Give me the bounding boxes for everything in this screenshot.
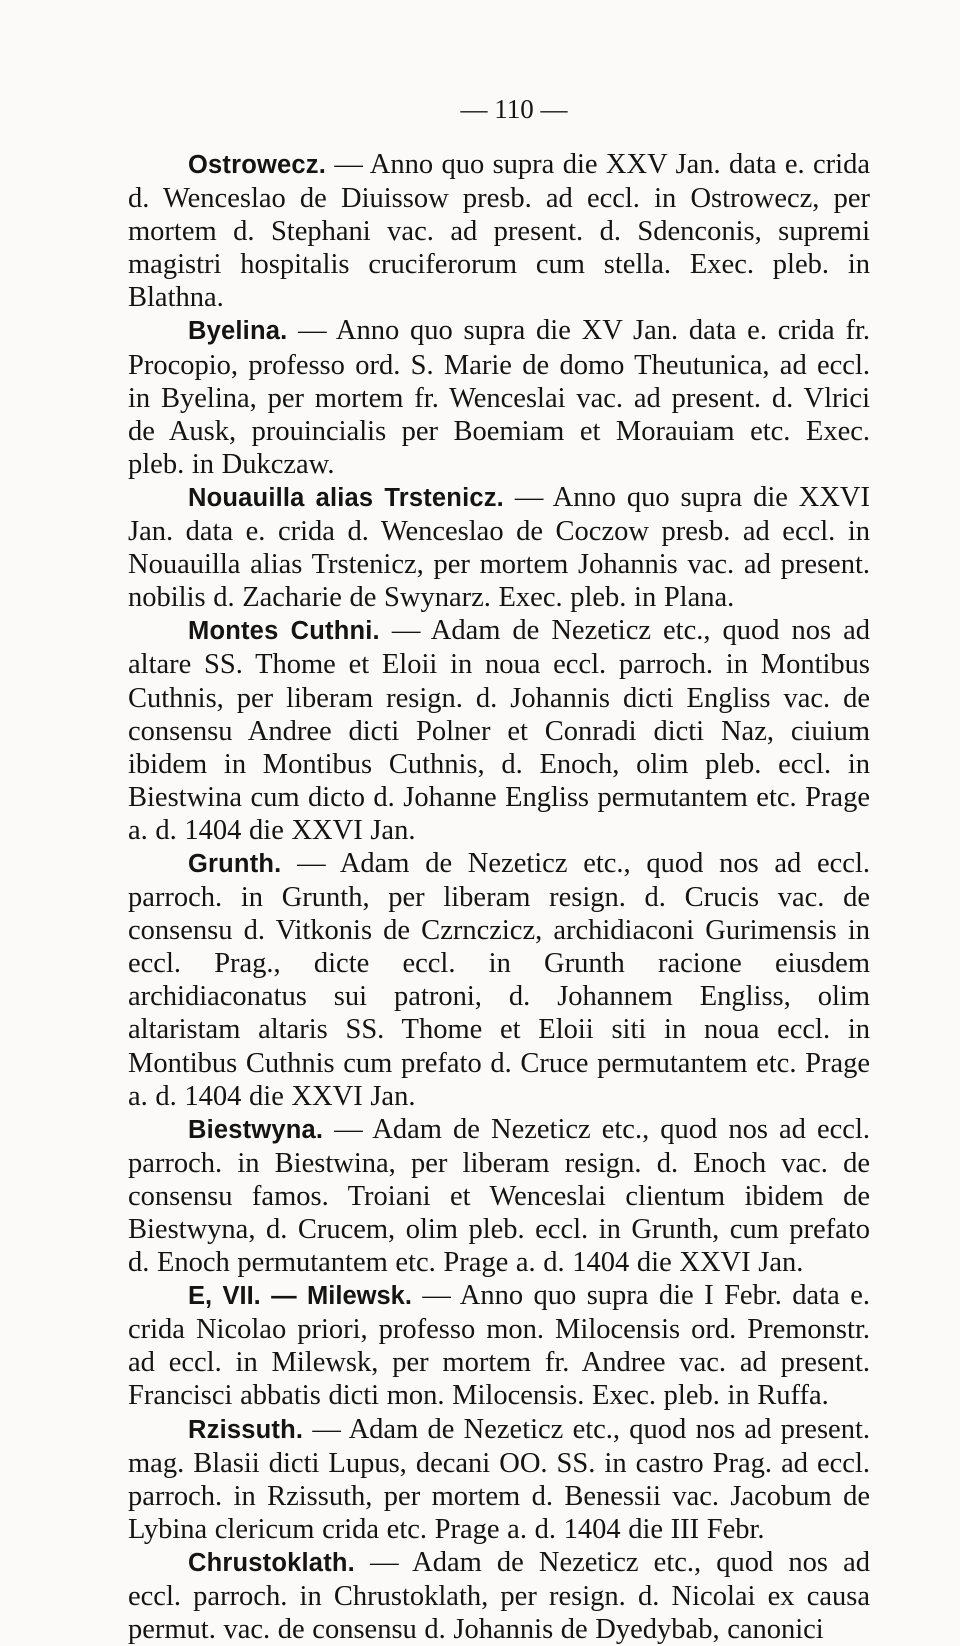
entry-body: — Anno quo supra die XXVI Jan. data e. crida d. Wenceslao de Coczow presb. ad eccl. in Nouauilla alias Trstenicz, per mortem Johannis vac. ad present. nobilis d. Zacharie de Swynarz. Exec. pleb. in Plana. [128, 481, 870, 614]
entry-grunth [128, 847, 870, 1113]
entry-heading: E, VII. — Milewsk. [188, 1282, 412, 1311]
entry-heading: Biestwyna. [188, 1115, 324, 1144]
entry-body: — Adam de Nezeticz etc., quod nos ad present. mag. Blasii dicti Lupus, decani OO. SS. in castro Prag. ad eccl. parroch. in Rzissuth, per mortem d. Benessii vac. Jacobum de Lybina clericum crida etc. Prage a. d. 1404 die III Febr. [128, 1413, 870, 1545]
entry-heading: Grunth. [188, 849, 282, 878]
entry-heading: Nouauilla alias Trstenicz. [188, 483, 504, 512]
entry-montes-cuthni [128, 614, 870, 847]
entry-body: — Adam de Nezeticz etc., quod nos ad eccl. parroch. in Chrustoklath, per resign. d. Nicolai ex causa permut. vac. de consensu d. Johannis de Dyedybab, canonici [128, 1546, 870, 1646]
entry-heading: Rzissuth. [188, 1415, 304, 1444]
entry-ostrowecz [128, 148, 870, 314]
entry-body: — Adam de Nezeticz etc., quod nos ad eccl. parroch. in Grunth, per liberam resign. d. Crucis vac. de consensu d. Vitkonis de Czrnczicz, archidiaconi Gurimensis in eccl. Prag., dicte eccl. in Grunth racione eiusdem archidiaconatus sui patroni, d. Johannem Engliss, olim altaristam altaris SS. Thome et Eloii siti in noua eccl. in Montibus Cuthnis cum prefato d. Cruce permutantem etc. Prage a. d. 1404 die XXVI Jan. [128, 847, 870, 1112]
entry-heading: Byelina. [188, 317, 288, 346]
entry-body: — Adam de Nezeticz etc., quod nos ad eccl. parroch. in Biestwina, per liberam resign. d. Enoch vac. de consensu famos. Troiani et Wenceslai clientum ibidem de Biestwyna, d. Crucem, olim pleb. eccl. in Grunth, cum prefato d. Enoch permutantem etc. Prage a. d. 1404 die XXVI Jan. [128, 1113, 870, 1279]
entry-body: — Anno quo supra die XV Jan. data e. crida fr. Procopio, professo ord. S. Marie de domo Theutunica, ad eccl. in Byelina, per mortem fr. Wenceslai vac. ad present. d. Vlrici de Ausk, prouincialis per Boemiam et Morauiam etc. Exec. pleb. in Dukczaw. [128, 315, 870, 480]
entry-body: — Anno quo supra die I Febr. data e. crida Nicolao priori, professo mon. Milocensis ord. Premonstr. ad eccl. in Milewsk, per mortem fr. Andree vac. ad present. Francisci abbatis dicti mon. Milocensis. Exec. pleb. in Ruffa. [128, 1280, 870, 1412]
entry-milewsk [128, 1279, 870, 1412]
page-number: — 110 — [460, 94, 568, 124]
entry-nouauilla [128, 481, 870, 614]
entry-biestwyna [128, 1113, 870, 1279]
entry-body: — Anno quo supra die XXV Jan. data e. crida d. Wenceslao de Diuissow presb. ad eccl. in Ostrowecz, per mortem d. Stephani vac. ad present. d. Sdenconis, supremi magistri hospitalis cruciferorum cum stella. Exec. pleb. in Blathna. [128, 149, 870, 314]
entry-rzissuth [128, 1413, 870, 1546]
entry-chrustoklath [128, 1546, 870, 1646]
entry-heading: Chrustoklath. [188, 1548, 355, 1577]
entry-heading: Ostrowecz. [188, 151, 327, 179]
entry-byelina [128, 314, 870, 480]
entry-body: — Adam de Nezeticz etc., quod nos ad altare SS. Thome et Eloii in noua eccl. parroch. in Montibus Cuthnis, per liberam resign. d. Johannis dicti Engliss vac. de consensu Andree dicti Polner et Conradi dicti Naz, ciuium ibidem in Montibus Cuthnis, d. Enoch, olim pleb. eccl. in Biestwina cum dicto d. Johanne Engliss permutantem etc. Prage a. d. 1404 die XXVI Jan. [128, 615, 870, 846]
entry-heading: Montes Cuthni. [188, 617, 380, 646]
